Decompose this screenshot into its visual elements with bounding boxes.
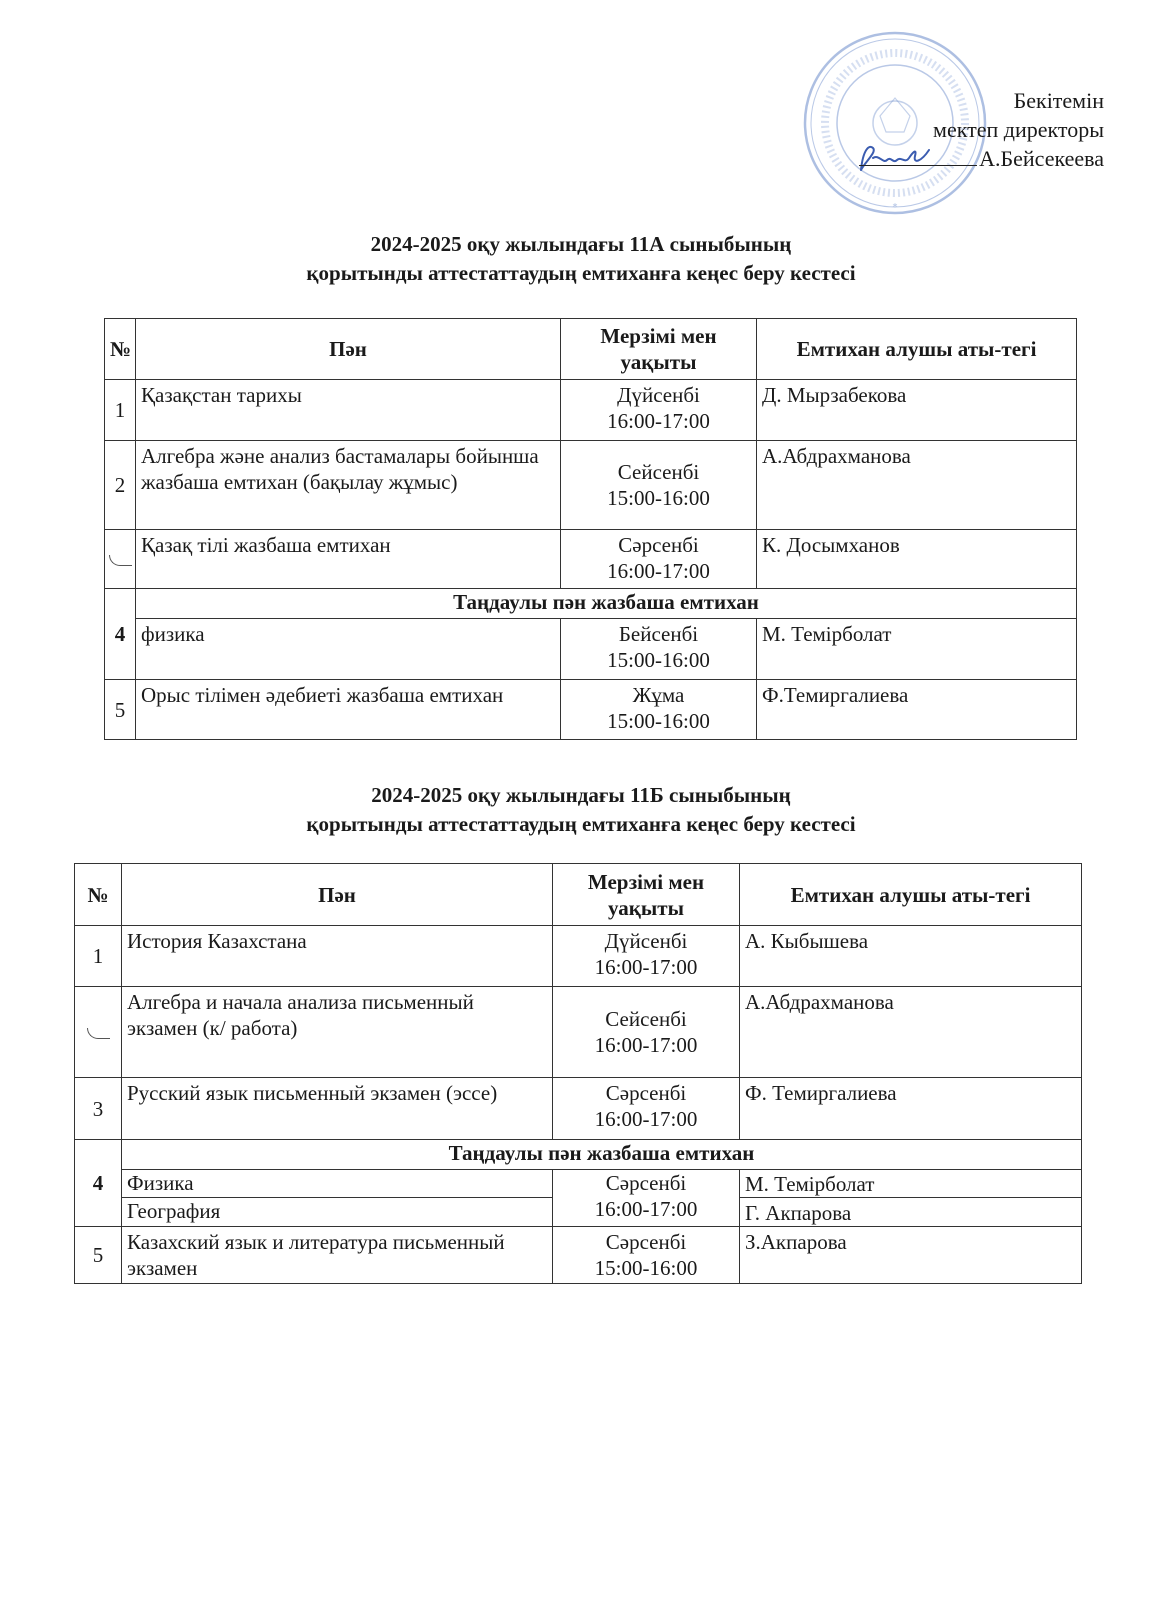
row-num: 5 — [105, 680, 136, 740]
elective-heading-row — [75, 1140, 1082, 1170]
row-num — [75, 987, 122, 1078]
table-row — [105, 530, 1077, 589]
row-day: Сәрсенбі — [605, 1171, 687, 1195]
approval-line-1: Бекітемін — [1013, 88, 1104, 113]
row-day: Бейсенбі — [618, 622, 699, 646]
pen-mark — [87, 1028, 110, 1039]
row-examiner: Г. Акпарова — [740, 1198, 1082, 1227]
header-subject: Пән — [122, 864, 553, 926]
approval-line-3 — [859, 144, 1104, 173]
table-row — [75, 987, 1082, 1078]
row-num: 5 — [75, 1227, 122, 1284]
row-num — [105, 530, 136, 589]
approval-block — [859, 86, 1104, 173]
svg-text:*: * — [892, 202, 898, 213]
row-subject: Алгебра және анализ бастамалары бойынша жазбаша емтихан (бақылау жұмыс) — [136, 441, 561, 530]
table-header-row — [105, 319, 1077, 380]
row-day: Дүйсенбі — [604, 929, 688, 953]
row-subject: Алгебра и начала анализа письменный экзамен (к/ работа) — [122, 987, 553, 1078]
signature-line — [859, 145, 977, 166]
elective-heading: Таңдаулы пән жазбаша емтихан — [136, 589, 1077, 619]
row-time: 16:00-17:00 — [607, 409, 710, 433]
section-b-title-line-2: қорытынды аттестаттаудың емтиханға кеңес беру кестесі — [306, 812, 856, 836]
row-datetime — [553, 926, 740, 987]
row-datetime — [553, 1170, 740, 1227]
row-subject: Русский язык письменный экзамен (эссе) — [122, 1078, 553, 1140]
header-examiner: Емтихан алушы аты-тегі — [740, 864, 1082, 926]
row-subject: Қазақстан тарихы — [136, 380, 561, 441]
row-examiner: Ф. Темиргалиева — [740, 1078, 1082, 1140]
row-day: Дүйсенбі — [617, 383, 700, 407]
table-row — [75, 1078, 1082, 1140]
row-subject: Физика — [122, 1170, 553, 1198]
row-datetime — [553, 1078, 740, 1140]
row-num: 1 — [105, 380, 136, 441]
row-datetime — [561, 680, 757, 740]
row-subject: География — [122, 1198, 553, 1227]
row-num: 4 — [75, 1140, 122, 1227]
table-row — [105, 380, 1077, 441]
row-examiner: А.Абдрахманова — [740, 987, 1082, 1078]
row-day: Сәрсенбі — [605, 1081, 687, 1105]
row-num: 2 — [105, 441, 136, 530]
row-subject: Қазақ тілі жазбаша емтихан — [136, 530, 561, 589]
table-row — [75, 1170, 1082, 1198]
table-row — [75, 926, 1082, 987]
section-a-title — [0, 230, 1162, 288]
row-num: 3 — [75, 1078, 122, 1140]
header-datetime: Мерзімі мен уақыты — [561, 319, 757, 380]
row-datetime — [553, 1227, 740, 1284]
section-b-title — [0, 781, 1162, 839]
row-datetime — [553, 987, 740, 1078]
row-subject: Орыс тілімен әдебиеті жазбаша емтихан — [136, 680, 561, 740]
table-row — [75, 1227, 1082, 1284]
table-row — [105, 619, 1077, 680]
approval-line-2: мектеп директоры — [933, 117, 1104, 142]
row-datetime — [561, 619, 757, 680]
row-examiner: З.Акпарова — [740, 1227, 1082, 1284]
row-time: 15:00-16:00 — [607, 486, 710, 510]
row-examiner: М. Темірболат — [740, 1170, 1082, 1198]
row-examiner: А.Абдрахманова — [757, 441, 1077, 530]
row-examiner: К. Досымханов — [757, 530, 1077, 589]
director-name: А.Бейсекеева — [979, 146, 1104, 171]
row-datetime — [561, 530, 757, 589]
row-time: 16:00-17:00 — [607, 559, 710, 583]
row-subject: История Казахстана — [122, 926, 553, 987]
row-datetime — [561, 441, 757, 530]
row-day: Сейсенбі — [605, 1007, 687, 1031]
header-num: № — [75, 864, 122, 926]
elective-heading-row — [105, 589, 1077, 619]
row-time: 16:00-17:00 — [594, 1197, 698, 1221]
pen-mark — [109, 555, 132, 566]
row-day: Сәрсенбі — [618, 533, 699, 557]
elective-heading: Таңдаулы пән жазбаша емтихан — [122, 1140, 1082, 1170]
header-examiner: Емтихан алушы аты-тегі — [757, 319, 1077, 380]
row-day: Сейсенбі — [617, 460, 700, 484]
section-a-title-line-1: 2024-2025 оқу жылындағы 11А сыныбының — [370, 232, 792, 256]
row-day: Сәрсенбі — [605, 1230, 687, 1254]
schedule-table-11a — [104, 318, 1077, 740]
row-time: 16:00-17:00 — [594, 955, 698, 979]
row-num: 1 — [75, 926, 122, 987]
section-b-title-line-1: 2024-2025 оқу жылындағы 11Б сыныбының — [371, 783, 791, 807]
table-row — [105, 441, 1077, 530]
row-subject: Казахский язык и литература письменный экзамен — [122, 1227, 553, 1284]
row-time: 15:00-16:00 — [607, 709, 710, 733]
row-time: 15:00-16:00 — [594, 1256, 698, 1280]
table-header-row — [75, 864, 1082, 926]
row-examiner: Ф.Темиргалиева — [757, 680, 1077, 740]
header-datetime: Мерзімі мен уақыты — [553, 864, 740, 926]
row-subject: физика — [136, 619, 561, 680]
schedule-table-11b — [74, 863, 1082, 1284]
row-time: 16:00-17:00 — [594, 1107, 698, 1131]
row-time: 16:00-17:00 — [594, 1033, 698, 1057]
section-a-title-line-2: қорытынды аттестаттаудың емтиханға кеңес беру кестесі — [306, 261, 856, 285]
row-day: Жұма — [632, 683, 685, 707]
row-time: 15:00-16:00 — [607, 648, 710, 672]
table-row — [105, 680, 1077, 740]
row-examiner: М. Темірболат — [757, 619, 1077, 680]
row-datetime — [561, 380, 757, 441]
header-num: № — [105, 319, 136, 380]
row-num: 4 — [105, 589, 136, 680]
row-examiner: Д. Мырзабекова — [757, 380, 1077, 441]
header-subject: Пән — [136, 319, 561, 380]
row-examiner: А. Кыбышева — [740, 926, 1082, 987]
